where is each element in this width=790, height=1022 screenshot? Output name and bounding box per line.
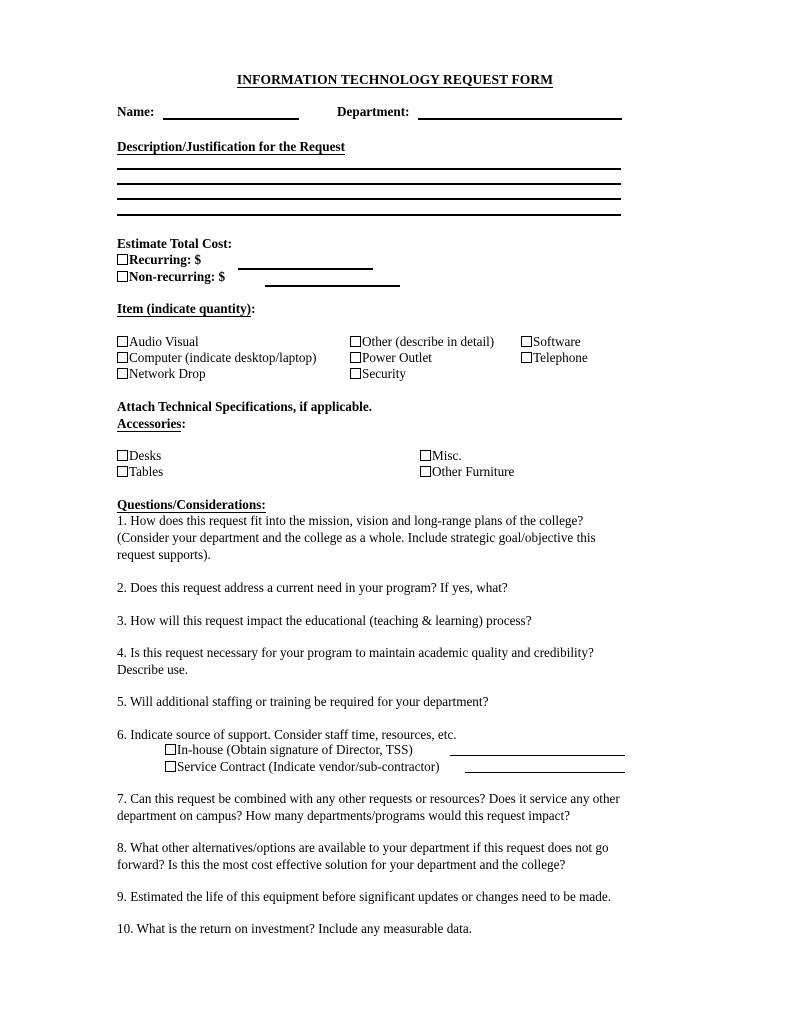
support-in-house-row[interactable] — [165, 742, 413, 758]
support-in-house-rule[interactable] — [450, 755, 625, 756]
item-telephone-label: Telephone — [533, 350, 588, 365]
question-1-line-2: (Consider your department and the college as a whole. Include strategic goal/objective this — [117, 530, 596, 545]
item-power-outlet-checkbox[interactable] — [350, 352, 361, 363]
question-4-line-1: 4. Is this request necessary for your program to maintain academic quality and credibility? — [117, 645, 594, 660]
recurring-row[interactable] — [117, 252, 201, 268]
item-security-row[interactable] — [350, 366, 406, 382]
question-10: 10. What is the return on investment? Include any measurable data. — [117, 921, 472, 936]
item-telephone-checkbox[interactable] — [521, 352, 532, 363]
item-other-checkbox[interactable] — [350, 336, 361, 347]
item-audio-visual-checkbox[interactable] — [117, 336, 128, 347]
accessory-misc-checkbox[interactable] — [420, 450, 431, 461]
page-title-text: INFORMATION TECHNOLOGY REQUEST FORM — [236, 72, 554, 87]
item-computer-row[interactable] — [117, 350, 317, 366]
description-rule-2[interactable] — [117, 183, 621, 185]
support-service-contract-label: Service Contract (Indicate vendor/sub-contractor) — [177, 759, 440, 774]
accessory-desks-checkbox[interactable] — [117, 450, 128, 461]
nonrecurring-checkbox[interactable] — [117, 271, 128, 282]
nonrecurring-amount-rule[interactable] — [265, 285, 400, 287]
item-security-label: Security — [362, 366, 406, 381]
item-network-drop-checkbox[interactable] — [117, 368, 128, 379]
item-audio-visual-label: Audio Visual — [129, 334, 199, 349]
question-9: 9. Estimated the life of this equipment before significant updates or changes need to be made. — [117, 889, 612, 904]
description-heading-text: Description/Justification for the Request — [117, 139, 345, 154]
accessory-tables-label: Tables — [129, 464, 164, 479]
questions-heading — [117, 497, 266, 514]
item-power-outlet-row[interactable] — [350, 350, 432, 366]
question-1-line-3: request supports). — [117, 547, 211, 562]
item-network-drop-label: Network Drop — [129, 366, 206, 381]
accessory-desks-label: Desks — [129, 448, 162, 463]
question-8-line-2: forward? Is this the most cost effective solution for your department and the college? — [117, 857, 566, 872]
question-8-line-1: 8. What other alternatives/options are available to your department if this request does not go — [117, 840, 609, 855]
question-2: 2. Does this request address a current need in your program? If yes, what? — [117, 580, 508, 595]
page-title — [0, 72, 790, 88]
accessory-misc-label: Misc. — [432, 448, 462, 463]
accessory-tables-row[interactable] — [117, 464, 163, 480]
description-rule-3[interactable] — [117, 198, 621, 200]
item-telephone-row[interactable] — [521, 350, 588, 366]
item-software-checkbox[interactable] — [521, 336, 532, 347]
support-service-contract-row[interactable] — [165, 759, 440, 775]
name-label: Name: — [117, 104, 155, 119]
item-network-drop-row[interactable] — [117, 366, 206, 382]
item-security-checkbox[interactable] — [350, 368, 361, 379]
questions-heading-text: Questions/Considerations: — [117, 497, 266, 512]
item-audio-visual-row[interactable] — [117, 334, 199, 350]
description-rule-4[interactable] — [117, 214, 621, 216]
recurring-label: Recurring: $ — [129, 252, 202, 267]
accessory-desks-row[interactable] — [117, 448, 161, 464]
accessory-other-furniture-row[interactable] — [420, 464, 514, 480]
question-1-line-1: 1. How does this request fit into the mission, vision and long-range plans of the college? — [117, 513, 584, 528]
item-computer-label: Computer (indicate desktop/laptop) — [129, 350, 317, 365]
name-input-rule[interactable] — [163, 118, 299, 120]
accessory-other-furniture-label: Other Furniture — [432, 464, 515, 479]
question-4-line-2: Describe use. — [117, 662, 189, 677]
nonrecurring-label: Non-recurring: $ — [129, 269, 226, 284]
question-5: 5. Will additional staffing or training be required for your department? — [117, 694, 489, 709]
item-software-row[interactable] — [521, 334, 581, 350]
items-heading — [117, 301, 255, 318]
accessories-heading-suffix: : — [181, 416, 186, 431]
item-computer-checkbox[interactable] — [117, 352, 128, 363]
description-heading — [117, 139, 345, 156]
accessory-tables-checkbox[interactable] — [117, 466, 128, 477]
item-other-row[interactable] — [350, 334, 494, 350]
support-service-contract-rule[interactable] — [465, 772, 625, 773]
accessory-other-furniture-checkbox[interactable] — [420, 466, 431, 477]
items-heading-text: Item (indicate quantity) — [117, 301, 252, 316]
nonrecurring-row[interactable] — [117, 269, 225, 285]
item-power-outlet-label: Power Outlet — [362, 350, 432, 365]
support-in-house-checkbox[interactable] — [165, 744, 176, 755]
support-in-house-label: In-house (Obtain signature of Director, TSS) — [177, 742, 413, 757]
question-3: 3. How will this request impact the educational (teaching & learning) process? — [117, 613, 532, 628]
cost-heading: Estimate Total Cost: — [117, 236, 233, 251]
items-heading-suffix: : — [251, 301, 256, 316]
department-input-rule[interactable] — [418, 118, 622, 120]
description-rule-1[interactable] — [117, 168, 621, 170]
attach-specifications-note: Attach Technical Specifications, if applicable. — [117, 399, 372, 414]
recurring-checkbox[interactable] — [117, 254, 128, 265]
support-service-contract-checkbox[interactable] — [165, 761, 176, 772]
accessory-misc-row[interactable] — [420, 448, 462, 464]
recurring-amount-rule[interactable] — [238, 268, 373, 270]
question-7-line-1: 7. Can this request be combined with any other requests or resources? Does it service any other — [117, 791, 620, 806]
accessories-heading — [117, 416, 186, 433]
item-software-label: Software — [533, 334, 581, 349]
item-other-label: Other (describe in detail) — [362, 334, 495, 349]
question-7-line-2: department on campus? How many departments/programs would this request impact? — [117, 808, 571, 823]
question-6: 6. Indicate source of support. Consider staff time, resources, etc. — [117, 727, 457, 742]
department-label: Department: — [337, 104, 410, 119]
accessories-heading-text: Accessories — [117, 416, 182, 431]
